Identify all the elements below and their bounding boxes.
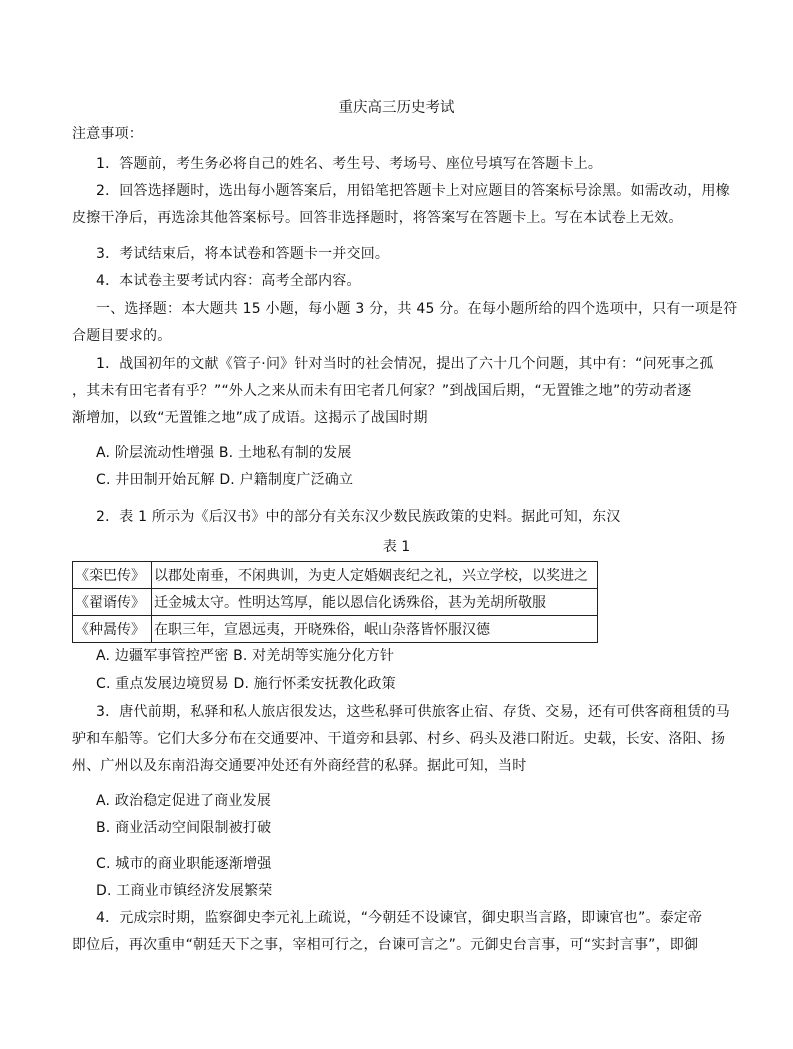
table-cell-text: 以郡处南垂，不闲典训，为吏人定婚姻丧纪之礼，兴立学校，以奖进之 (152, 562, 598, 589)
table-cell-text: 在职三年，宣恩远夷，开晓殊俗，岷山杂落皆怀服汉德 (152, 616, 598, 643)
q3-option-a: A. 政治稳定促进了商业发展 (96, 793, 272, 809)
table-caption: 表 1 (382, 539, 411, 555)
notice-item-2: 2．回答选择题时，选出每小题答案后，用铅笔把答题卡上对应题目的答案标号涂黑。如需改动，用橡 (96, 183, 730, 199)
q3-stem-line-1: 3．唐代前期，私驿和私人旅店很发达，这些私驿可供旅客止宿、存货、交易，还有可供客商租赁的马 (96, 704, 730, 720)
q2-options-ab: A. 边疆军事管控严密 B. 对羌胡等实施分化方针 (96, 648, 395, 664)
table-row (73, 616, 598, 643)
table-cell-source: 《栾巴传》 (73, 562, 152, 589)
q3-option-d: D. 工商业市镇经济发展繁荣 (96, 883, 273, 899)
notice-item-4: 4．本试卷主要考试内容：高考全部内容。 (96, 273, 361, 289)
table-row (73, 562, 598, 589)
table-row (73, 589, 598, 616)
q1-options-ab: A. 阶层流动性增强 B. 土地私有制的发展 (96, 445, 352, 461)
notice-item-1: 1．答题前，考生务必将自己的姓名、考生号、考场号、座位号填写在答题卡上。 (96, 156, 603, 172)
q1-stem-line-1: 1．战国初年的文献《管子·问》针对当时的社会情况，提出了六十几个问题，其中有：“问死事之孤 (96, 356, 714, 372)
notice-heading: 注意事项： (72, 126, 143, 142)
notice-item-3: 3．考试结束后，将本试卷和答题卡一并交回。 (96, 246, 390, 262)
q4-stem-line-1: 4．元成宗时期，监察御史李元礼上疏说，“今朝廷不设谏官，御史职当言路，即谏官也”。泰定帝 (96, 910, 703, 926)
q2-table (72, 561, 598, 643)
q3-option-b: B. 商业活动空间限制被打破 (96, 820, 272, 836)
q4-stem-line-2: 即位后，再次重申“朝廷天下之事，宰相可行之，台谏可言之”。元御史台言事，可“实封言事”，即御 (72, 937, 699, 953)
section-heading-cont: 合题目要求的。 (72, 328, 172, 344)
q1-options-cd: C. 井田制开始瓦解 D. 户籍制度广泛确立 (96, 472, 354, 488)
table-cell-source: 《种暠传》 (73, 616, 152, 643)
q1-stem-line-2: ，其未有田宅者有乎？”“外人之来从而未有田宅者几何家？”到战国后期，“无置锥之地”的劳动者逐 (72, 383, 692, 399)
q1-stem-line-3: 渐增加，以致“无置锥之地”成了成语。这揭示了战国时期 (72, 410, 428, 426)
table-cell-text: 迁金城太守。性明达笃厚，能以恩信化诱殊俗，甚为羌胡所敬服 (152, 589, 598, 616)
exam-title: 重庆高三历史考试 (338, 100, 455, 116)
q2-options-cd: C. 重点发展边境贸易 D. 施行怀柔安抚教化政策 (96, 676, 396, 692)
q3-option-c: C. 城市的商业职能逐渐增强 (96, 856, 272, 872)
section-heading: 一、选择题：本大题共 15 小题，每小题 3 分，共 45 分。在每小题所给的四个选项中，只有一项是符 (96, 301, 738, 317)
q3-stem-line-2: 驴和车船等。它们大多分布在交通要冲、干道旁和县郭、村乡、码头及港口附近。史载，长安、洛阳、扬 (72, 731, 726, 747)
notice-item-2-cont: 皮擦干净后，再选涂其他答案标号。回答非选择题时，将答案写在答题卡上。写在本试卷上无效。 (72, 210, 683, 226)
q3-stem-line-3: 州、广州以及东南沿海交通要冲处还有外商经营的私驿。据此可知，当时 (72, 758, 527, 774)
q2-stem: 2．表 1 所示为《后汉书》中的部分有关东汉少数民族政策的史料。据此可知，东汉 (96, 509, 621, 525)
table-cell-source: 《翟谞传》 (73, 589, 152, 616)
